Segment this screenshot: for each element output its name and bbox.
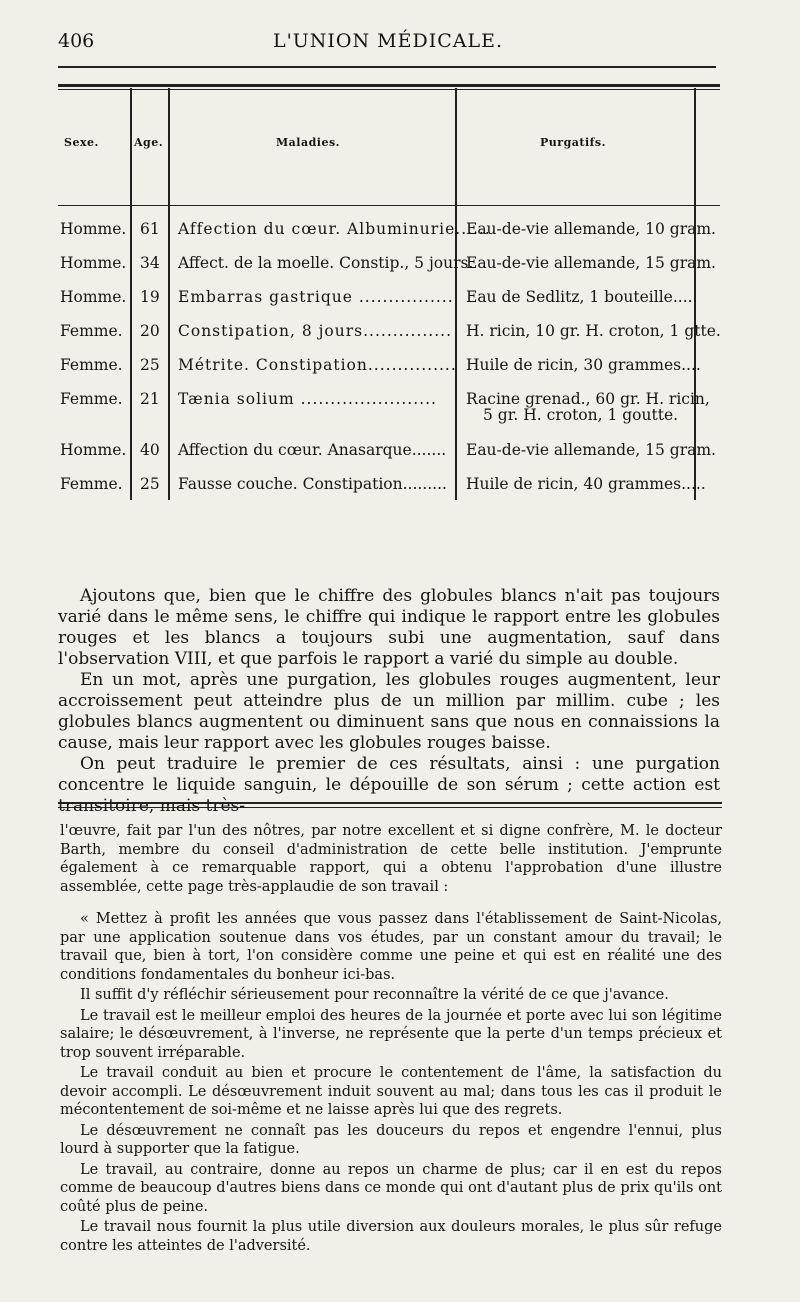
- cell-age: 34: [140, 254, 160, 272]
- cell-purgatif: Huile de ricin, 30 grammes....: [466, 356, 701, 374]
- column-divider: [130, 88, 132, 500]
- cell-maladie: Constipation, 8 jours...............: [178, 322, 453, 340]
- feuilleton-separator: [58, 807, 722, 808]
- cell-purgatif-continuation: 5 gr. H. croton, 1 goutte.: [483, 406, 679, 424]
- cell-purgatif: Huile de ricin, 40 grammes.....: [466, 475, 706, 493]
- quote-paragraph: Le travail, au contraire, donne au repos un charme de plus; car il en est du repos comme de beaucoup d'autres biens dans ce monde qui ont d'autant plus de prix qu'ils ont coûté plus de peine.: [60, 1161, 722, 1215]
- quote-paragraph: « Mettez à profit les années que vous passez dans l'établissement de Saint-Nicolas, par une application soutenue dans vos études, par un constant amour du travail; le travail que, bien à tort, l'on considère comme une peine et qui est en réalité une des conditions fondamentales du bonheur ici-bas.: [60, 911, 722, 983]
- feuilleton-separator: [58, 802, 722, 804]
- quote-paragraph: Le travail nous fournit la plus utile diversion aux douleurs morales, le plus sûr refuge contre les atteintes de l'adversité.: [60, 1219, 722, 1254]
- paragraph: On peut traduire le premier de ces résultats, ainsi : une purgation concentre le liquide sanguin, le dépouille de son sérum ; cette action est transitoire, mais très-: [58, 754, 720, 816]
- cell-sexe: Femme.: [60, 356, 123, 374]
- cell-sexe: Femme.: [60, 475, 123, 493]
- cell-maladie: Affect. de la moelle. Constip., 5 jours.: [178, 254, 474, 272]
- cell-sexe: Femme.: [60, 390, 123, 408]
- cell-purgatif: Eau de Sedlitz, 1 bouteille.....: [466, 288, 698, 306]
- cell-age: 25: [140, 475, 160, 493]
- cell-purgatif: Eau-de-vie allemande, 15 gram.: [466, 254, 716, 272]
- cell-purgatif: H. ricin, 10 gr. H. croton, 1 gtte.: [466, 322, 721, 340]
- article-body: [58, 586, 720, 817]
- cell-age: 40: [140, 441, 160, 459]
- header-rule: [58, 66, 716, 68]
- column-divider: [455, 88, 457, 500]
- cell-purgatif: Eau-de-vie allemande, 15 gram.: [466, 441, 716, 459]
- cell-sexe: Homme.: [60, 441, 127, 459]
- column-header-purgatifs: Purgatifs.: [540, 136, 606, 149]
- cell-sexe: Homme.: [60, 220, 127, 238]
- cell-sexe: Homme.: [60, 288, 127, 306]
- cell-maladie: Tænia solium .......................: [178, 390, 437, 408]
- running-head: [58, 30, 718, 56]
- paragraph: Ajoutons que, bien que le chiffre des globules blancs n'ait pas toujours varié dans le même sens, le chiffre qui indique le rapport entre les globules rouges et les blancs a toujours subi une augmentation, sauf dans l'observation VIII, et que parfois le rapport a varié du simple au double.: [58, 586, 720, 669]
- quote-paragraph: Il suffit d'y réfléchir sérieusement pour reconnaître la vérité de ce que j'avance.: [80, 987, 669, 1003]
- cell-purgatif: Racine grenad., 60 gr. H. ricin,: [466, 390, 710, 408]
- column-header-maladies: Maladies.: [276, 136, 341, 149]
- cell-age: 20: [140, 322, 160, 340]
- feuilleton-text: [60, 822, 722, 1257]
- cell-age: 19: [140, 288, 160, 306]
- cell-maladie: Fausse couche. Constipation.........: [178, 475, 447, 493]
- paragraph: En un mot, après une purgation, les globules rouges augmentent, leur accroissement peut atteindre plus de un million par millim. cube ; les globules blancs augmentent ou diminuent sans que nous en connaissions la cause, mais leur rapport avec les globules rouges baisse.: [58, 670, 720, 753]
- feuilleton-intro: l'œuvre, fait par l'un des nôtres, par notre excellent et si digne confrère, M. le docteur Barth, membre du conseil d'administration de cette belle institution. J'emprunte également à ce remarquable rapport, qui a obtenu l'approbation d'une illustre assemblée, cette page très-applaudie de son travail :: [60, 823, 722, 895]
- quote-paragraph: Le travail est le meilleur emploi des heures de la journée et porte avec lui son légitime salaire; le désœuvrement, à l'inverse, ne représente que la perte d'un temps précieux et trop souvent irréparable.: [60, 1007, 722, 1061]
- column-divider: [168, 88, 170, 500]
- journal-title: L'UNION MÉDICALE.: [272, 30, 504, 52]
- cell-age: 25: [140, 356, 160, 374]
- cell-maladie: Affection du cœur. Anasarque.......: [178, 441, 447, 459]
- page-number: 406: [58, 30, 95, 52]
- cell-purgatif: Eau-de-vie allemande, 10 gram.: [466, 220, 716, 238]
- column-header-sexe: Sexe.: [64, 136, 99, 149]
- cell-sexe: Femme.: [60, 322, 123, 340]
- cell-maladie: Embarras gastrique ................: [178, 288, 454, 306]
- cell-age: 21: [140, 390, 160, 408]
- cell-age: 61: [140, 220, 160, 238]
- cell-sexe: Homme.: [60, 254, 127, 272]
- cell-maladie: Affection du cœur. Albuminurie......: [178, 220, 491, 238]
- table-header-rule: [58, 205, 720, 206]
- quote-paragraph: Le travail conduit au bien et procure le contentement de l'âme, la satisfaction du devoir accompli. Le désœuvrement induit souvent au mal; dans tous les cas il produit le mécontentement de soi-même et ne laisse après lui que des regrets.: [60, 1065, 722, 1118]
- table-top-rule: [58, 84, 720, 90]
- quote-paragraph: Le désœuvrement ne connaît pas les douceurs du repos et engendre l'ennui, plus lourd à supporter que la fatigue.: [60, 1122, 722, 1157]
- cell-maladie: Métrite. Constipation...............: [178, 356, 457, 374]
- column-header-age: Age.: [134, 136, 164, 149]
